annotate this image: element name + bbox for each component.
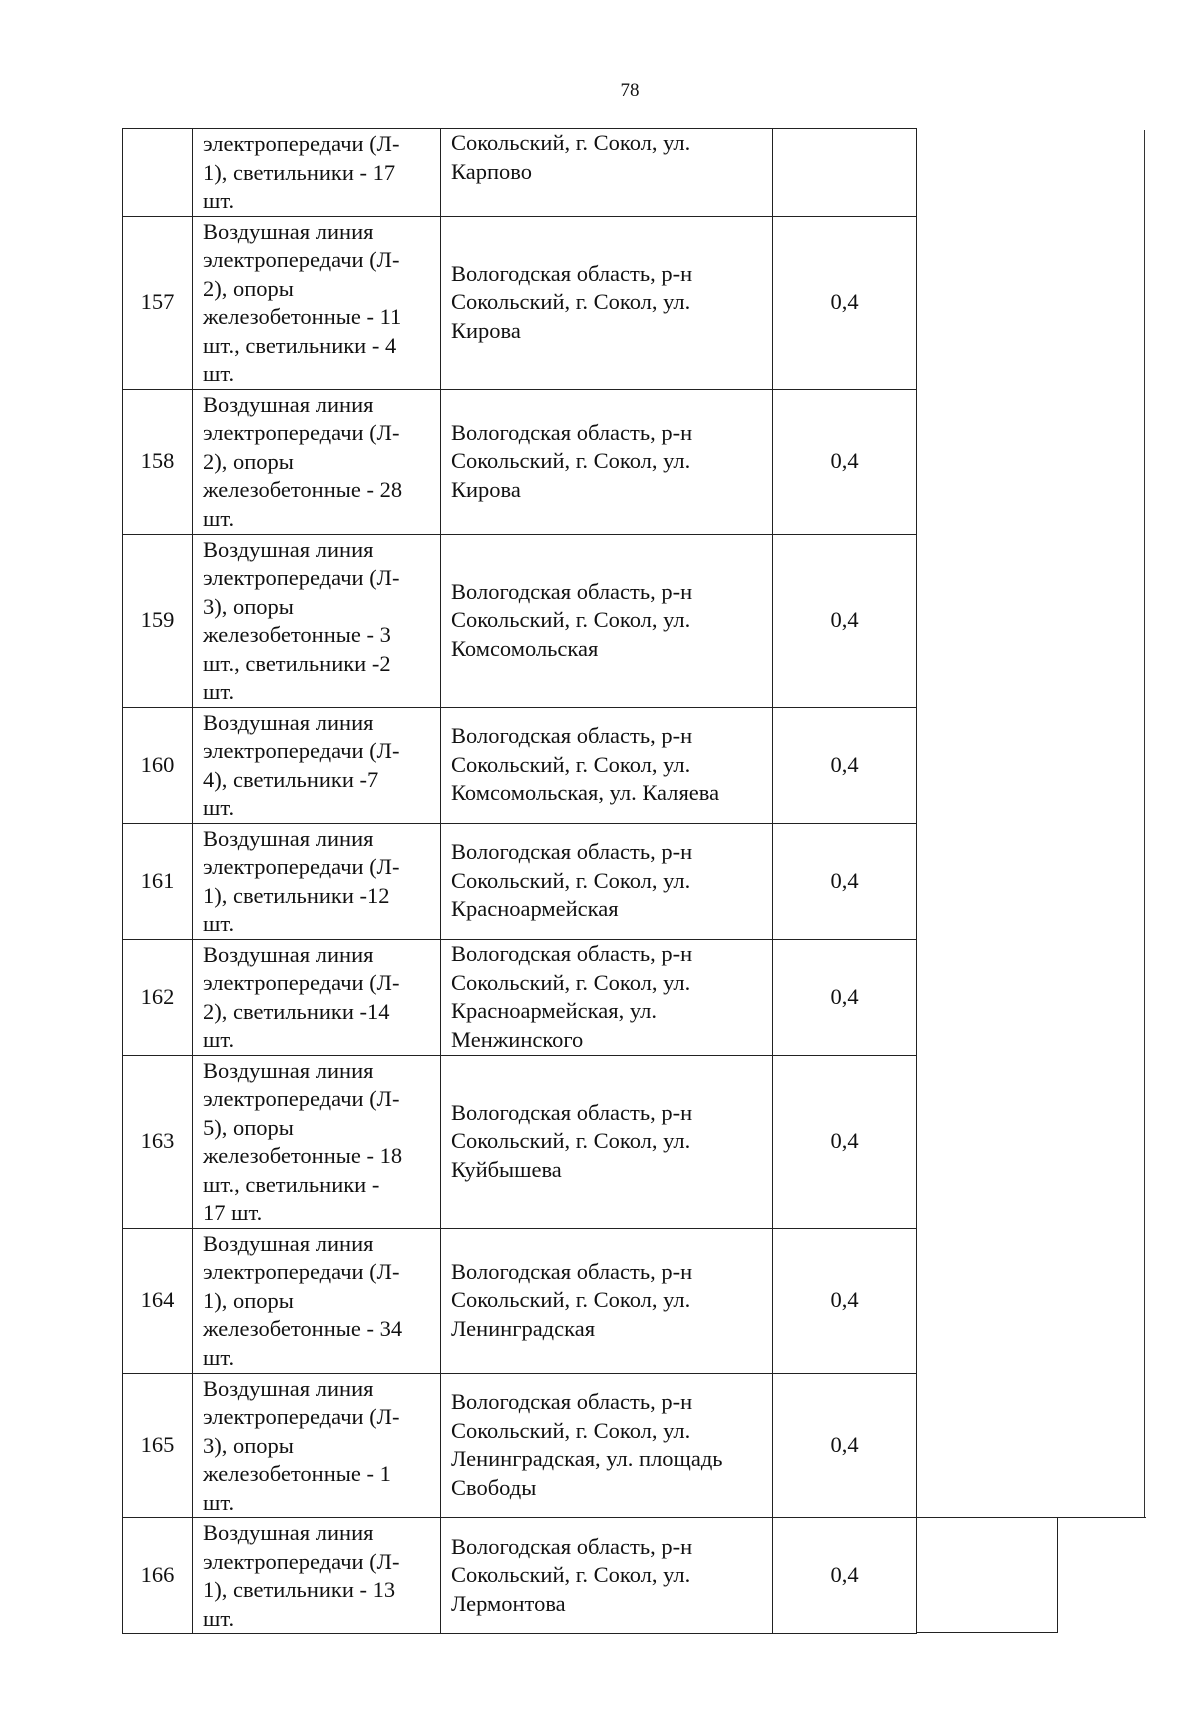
description-line: 2), светильники -14 xyxy=(203,998,390,1024)
description-line: шт. xyxy=(203,1344,235,1370)
voltage-value: 0,4 xyxy=(773,1373,917,1518)
description-line: железобетонные - 18 xyxy=(203,1143,403,1168)
voltage-value: 0,4 xyxy=(773,823,917,939)
table-row xyxy=(123,823,917,939)
object-address xyxy=(441,939,773,1055)
object-description xyxy=(193,1373,441,1518)
object-address xyxy=(441,1518,773,1634)
description-line: шт. xyxy=(203,188,235,213)
right-column-rule xyxy=(1144,130,1145,1517)
voltage-value: 0,4 xyxy=(773,707,917,823)
description-line: электропередачи (Л- xyxy=(203,1548,400,1574)
object-address xyxy=(441,823,773,939)
address-line: Комсомольская xyxy=(451,635,599,661)
description-line: 3), опоры xyxy=(203,593,294,619)
object-description xyxy=(193,216,441,389)
description-line: 1), светильники -12 xyxy=(203,882,390,908)
object-description xyxy=(193,389,441,534)
object-address xyxy=(441,707,773,823)
voltage-value: 0,4 xyxy=(773,216,917,389)
address-line: Вологодская область, р-н xyxy=(451,1389,693,1415)
description-line: 4), светильники -7 xyxy=(203,766,379,792)
object-address xyxy=(441,1055,773,1228)
table-body xyxy=(123,129,917,1634)
voltage-value: 0,4 xyxy=(773,1228,917,1373)
address-line: Сокольский, г. Сокол, ул. xyxy=(451,130,691,155)
address-line: Вологодская область, р-н xyxy=(451,260,693,286)
description-line: 1), опоры xyxy=(203,1287,294,1313)
object-description xyxy=(193,129,441,217)
description-line: Воздушная линия xyxy=(203,1375,374,1401)
description-line: 1), светильники - 17 xyxy=(203,159,396,185)
description-line: железобетонные - 11 xyxy=(203,304,402,329)
description-line: Воздушная линия xyxy=(203,825,374,851)
table-row xyxy=(123,389,917,534)
description-line: Воздушная линия xyxy=(203,1230,374,1256)
description-line: 17 шт. xyxy=(203,1200,263,1225)
address-line: Комсомольская, ул. Каляева xyxy=(451,780,720,806)
object-address xyxy=(441,389,773,534)
description-line: шт., светильники - xyxy=(203,1171,380,1197)
voltage-value: 0,4 xyxy=(773,1518,917,1634)
row-number: 161 xyxy=(123,823,193,939)
page-number: 78 xyxy=(620,80,640,101)
description-line: шт. xyxy=(203,795,235,820)
address-line: Вологодская область, р-н xyxy=(451,941,693,966)
description-line: Воздушная линия xyxy=(203,1057,374,1083)
address-line: Ленинградская xyxy=(451,1315,596,1341)
address-line: Красноармейская xyxy=(451,896,619,922)
object-description xyxy=(193,939,441,1055)
address-line: Сокольский, г. Сокол, ул. xyxy=(451,1562,691,1588)
object-address xyxy=(441,1373,773,1518)
voltage-value: 0,4 xyxy=(773,939,917,1055)
object-description xyxy=(193,534,441,707)
address-line: Сокольский, г. Сокол, ул. xyxy=(451,607,691,633)
description-line: электропередачи (Л- xyxy=(203,247,400,272)
address-line: Сокольский, г. Сокол, ул. xyxy=(451,969,691,995)
address-line: Кирова xyxy=(451,476,521,502)
address-line: Вологодская область, р-н xyxy=(451,419,693,445)
description-line: шт. xyxy=(203,361,235,386)
row-number: 159 xyxy=(123,534,193,707)
address-line: Ленинградская, ул. площадь xyxy=(451,1446,723,1472)
description-line: 5), опоры xyxy=(203,1114,294,1140)
description-line: железобетонные - 28 xyxy=(203,477,403,502)
row-number: 158 xyxy=(123,389,193,534)
description-line: 3), опоры xyxy=(203,1432,294,1458)
description-line: железобетонные - 34 xyxy=(203,1316,403,1341)
address-line: Сокольский, г. Сокол, ул. xyxy=(451,289,691,315)
object-description xyxy=(193,823,441,939)
description-line: электропередачи (Л- xyxy=(203,738,400,763)
description-line: электропередачи (Л- xyxy=(203,970,400,995)
description-line: шт., светильники - 4 xyxy=(203,332,397,358)
address-line: Кирова xyxy=(451,317,521,343)
object-address xyxy=(441,534,773,707)
description-line: Воздушная линия xyxy=(203,941,374,967)
description-line: шт. xyxy=(203,1027,235,1052)
address-line: Куйбышева xyxy=(451,1156,562,1182)
description-line: шт. xyxy=(203,679,235,704)
description-line: электропередачи (Л- xyxy=(203,1259,400,1284)
description-line: Воздушная линия xyxy=(203,218,374,244)
description-line: Воздушная линия xyxy=(203,1520,374,1545)
description-line: железобетонные - 3 xyxy=(203,622,391,647)
description-line: шт. xyxy=(203,1489,235,1515)
voltage-value xyxy=(773,129,917,217)
table-row xyxy=(123,1518,917,1634)
table-row xyxy=(123,129,917,217)
object-address xyxy=(441,129,773,217)
address-line: Свободы xyxy=(451,1474,537,1500)
address-line: Сокольский, г. Сокол, ул. xyxy=(451,867,691,893)
address-line: Сокольский, г. Сокол, ул. xyxy=(451,448,691,474)
description-line: шт. xyxy=(203,911,235,936)
extra-column-cell xyxy=(916,1517,1058,1633)
table-row xyxy=(123,939,917,1055)
object-description xyxy=(193,1518,441,1634)
row-number: 162 xyxy=(123,939,193,1055)
address-line: Лермонтова xyxy=(451,1590,566,1616)
description-line: 1), светильники - 13 xyxy=(203,1577,396,1602)
address-line: Сокольский, г. Сокол, ул. xyxy=(451,751,691,777)
address-line: Вологодская область, р-н xyxy=(451,1258,693,1284)
address-line: Вологодская область, р-н xyxy=(451,723,693,749)
row-number xyxy=(123,129,193,217)
address-line: Карпово xyxy=(451,158,532,184)
address-line: Красноармейская, ул. xyxy=(451,998,657,1023)
description-line: 2), опоры xyxy=(203,275,294,301)
row-number: 160 xyxy=(123,707,193,823)
address-line: Вологодская область, р-н xyxy=(451,1099,693,1125)
description-line: электропередачи (Л- xyxy=(203,565,400,590)
object-table xyxy=(122,128,917,1634)
table-row xyxy=(123,1055,917,1228)
description-line: шт. xyxy=(203,1605,235,1631)
voltage-value: 0,4 xyxy=(773,389,917,534)
voltage-value: 0,4 xyxy=(773,534,917,707)
row-number: 165 xyxy=(123,1373,193,1518)
row-number: 164 xyxy=(123,1228,193,1373)
description-line: электропередачи (Л- xyxy=(203,131,400,156)
description-line: Воздушная линия xyxy=(203,391,374,417)
address-line: Сокольский, г. Сокол, ул. xyxy=(451,1417,691,1443)
description-line: электропередачи (Л- xyxy=(203,854,400,879)
description-line: Воздушная линия xyxy=(203,709,374,735)
row-number: 157 xyxy=(123,216,193,389)
address-line: Сокольский, г. Сокол, ул. xyxy=(451,1128,691,1154)
table-row xyxy=(123,534,917,707)
address-line: Менжинского xyxy=(451,1026,584,1052)
row-number: 163 xyxy=(123,1055,193,1228)
description-line: электропередачи (Л- xyxy=(203,1404,400,1429)
address-line: Вологодская область, р-н xyxy=(451,1533,693,1559)
address-line: Вологодская область, р-н xyxy=(451,839,693,865)
object-description xyxy=(193,707,441,823)
table-row xyxy=(123,1373,917,1518)
object-description xyxy=(193,1055,441,1228)
object-address xyxy=(441,1228,773,1373)
description-line: электропередачи (Л- xyxy=(203,420,400,445)
object-description xyxy=(193,1228,441,1373)
table-row xyxy=(123,1228,917,1373)
address-line: Вологодская область, р-н xyxy=(451,578,693,604)
description-line: 2), опоры xyxy=(203,448,294,474)
description-line: Воздушная линия xyxy=(203,536,374,562)
description-line: железобетонные - 1 xyxy=(203,1461,391,1486)
description-line: шт., светильники -2 xyxy=(203,650,391,676)
object-address xyxy=(441,216,773,389)
description-line: электропередачи (Л- xyxy=(203,1086,400,1111)
voltage-value: 0,4 xyxy=(773,1055,917,1228)
description-line: шт. xyxy=(203,505,235,531)
table-row xyxy=(123,707,917,823)
row-number: 166 xyxy=(123,1518,193,1634)
table-row xyxy=(123,216,917,389)
address-line: Сокольский, г. Сокол, ул. xyxy=(451,1287,691,1313)
